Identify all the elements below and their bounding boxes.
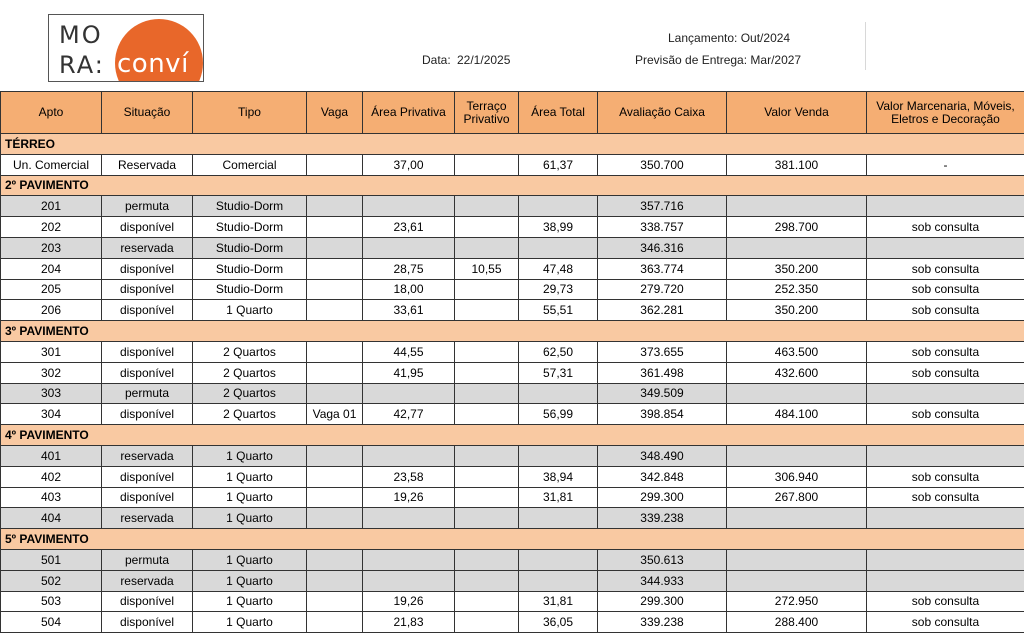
col-terraco-privativo-cell	[455, 300, 519, 321]
col-valor-venda-cell: 381.100	[727, 154, 867, 175]
col-area-total-cell: 61,37	[519, 154, 598, 175]
col-valor-venda-cell: 350.200	[727, 300, 867, 321]
col-valor-marcenaria-cell: sob consulta	[867, 466, 1024, 487]
col-vaga-cell	[307, 445, 363, 466]
col-tipo-cell: 1 Quarto	[193, 570, 307, 591]
col-vaga-cell	[307, 487, 363, 508]
col-valor-marcenaria-cell: sob consulta	[867, 341, 1024, 362]
col-terraco-privativo-cell	[455, 383, 519, 404]
sheet-header	[0, 0, 1024, 91]
col-valor-marcenaria-cell: sob consulta	[867, 258, 1024, 279]
col-area-total-header: Área Total	[519, 92, 598, 134]
table-row	[1, 570, 1024, 591]
col-situacao-cell: permuta	[102, 549, 193, 570]
col-situacao-cell: disponível	[102, 258, 193, 279]
col-apto-cell: 202	[1, 217, 102, 238]
col-situacao-cell: disponível	[102, 279, 193, 300]
table-row	[1, 362, 1024, 383]
floor-section-row	[1, 321, 1024, 342]
table-row	[1, 466, 1024, 487]
col-valor-marcenaria-cell: sob consulta	[867, 279, 1024, 300]
col-situacao-cell: disponível	[102, 341, 193, 362]
col-apto-cell: 301	[1, 341, 102, 362]
col-situacao-header: Situação	[102, 92, 193, 134]
floor-section-row	[1, 425, 1024, 446]
col-valor-venda-cell: 252.350	[727, 279, 867, 300]
col-apto-cell: 302	[1, 362, 102, 383]
col-terraco-privativo-cell	[455, 508, 519, 529]
col-avaliacao-caixa-cell: 373.655	[598, 341, 727, 362]
brand-logo	[48, 14, 204, 82]
col-vaga-cell: Vaga 01	[307, 404, 363, 425]
col-terraco-privativo-cell: 10,55	[455, 258, 519, 279]
col-situacao-cell: disponível	[102, 404, 193, 425]
col-valor-venda-cell: 306.940	[727, 466, 867, 487]
col-vaga-header: Vaga	[307, 92, 363, 134]
col-vaga-cell	[307, 508, 363, 529]
col-area-privativa-cell: 28,75	[363, 258, 455, 279]
col-tipo-cell: Studio-Dorm	[193, 196, 307, 217]
col-vaga-cell	[307, 217, 363, 238]
col-terraco-privativo-cell	[455, 549, 519, 570]
col-tipo-cell: 1 Quarto	[193, 445, 307, 466]
col-vaga-cell	[307, 154, 363, 175]
floor-section-row	[1, 529, 1024, 550]
col-terraco-privativo-cell	[455, 279, 519, 300]
col-valor-marcenaria-cell	[867, 383, 1024, 404]
col-situacao-cell: reservada	[102, 508, 193, 529]
col-situacao-cell: disponível	[102, 591, 193, 612]
col-area-privativa-cell: 21,83	[363, 612, 455, 633]
table-row	[1, 154, 1024, 175]
table-row	[1, 237, 1024, 258]
col-area-total-cell	[519, 508, 598, 529]
col-avaliacao-caixa-cell: 398.854	[598, 404, 727, 425]
col-apto-cell: 403	[1, 487, 102, 508]
col-tipo-cell: 1 Quarto	[193, 612, 307, 633]
col-apto-cell: 502	[1, 570, 102, 591]
col-valor-venda-cell	[727, 196, 867, 217]
col-tipo-cell: 2 Quartos	[193, 362, 307, 383]
col-area-total-cell: 56,99	[519, 404, 598, 425]
col-terraco-privativo-cell	[455, 154, 519, 175]
col-apto-cell: 504	[1, 612, 102, 633]
col-situacao-cell: permuta	[102, 196, 193, 217]
col-area-privativa-cell: 23,58	[363, 466, 455, 487]
col-area-total-cell	[519, 383, 598, 404]
floor-section-row	[1, 134, 1024, 155]
table-row	[1, 300, 1024, 321]
col-area-total-cell: 55,51	[519, 300, 598, 321]
col-situacao-cell: disponível	[102, 612, 193, 633]
col-valor-venda-cell: 288.400	[727, 612, 867, 633]
col-area-privativa-cell: 23,61	[363, 217, 455, 238]
table-row	[1, 217, 1024, 238]
table-row	[1, 258, 1024, 279]
col-area-privativa-cell: 42,77	[363, 404, 455, 425]
table-row	[1, 279, 1024, 300]
col-apto-cell: 503	[1, 591, 102, 612]
col-area-total-cell: 31,81	[519, 591, 598, 612]
col-area-total-cell	[519, 237, 598, 258]
col-apto-cell: 304	[1, 404, 102, 425]
col-avaliacao-caixa-cell: 342.848	[598, 466, 727, 487]
col-tipo-header: Tipo	[193, 92, 307, 134]
col-valor-marcenaria-cell: -	[867, 154, 1024, 175]
col-vaga-cell	[307, 591, 363, 612]
col-area-total-cell: 62,50	[519, 341, 598, 362]
col-valor-venda-cell	[727, 508, 867, 529]
col-vaga-cell	[307, 383, 363, 404]
col-valor-marcenaria-cell	[867, 549, 1024, 570]
col-terraco-privativo-cell	[455, 466, 519, 487]
table-row	[1, 404, 1024, 425]
col-valor-marcenaria-cell: sob consulta	[867, 612, 1024, 633]
col-area-total-cell	[519, 549, 598, 570]
col-area-total-cell	[519, 570, 598, 591]
col-valor-venda-cell: 432.600	[727, 362, 867, 383]
col-situacao-cell: disponível	[102, 487, 193, 508]
col-avaliacao-caixa-cell: 344.933	[598, 570, 727, 591]
col-area-total-cell: 29,73	[519, 279, 598, 300]
col-situacao-cell: Reservada	[102, 154, 193, 175]
col-tipo-cell: 1 Quarto	[193, 508, 307, 529]
table-row	[1, 508, 1024, 529]
floor-section-row	[1, 175, 1024, 196]
col-valor-venda-cell	[727, 237, 867, 258]
col-valor-venda-cell	[727, 549, 867, 570]
col-terraco-privativo-cell	[455, 196, 519, 217]
col-vaga-cell	[307, 279, 363, 300]
col-terraco-privativo-header: Terraço Privativo	[455, 92, 519, 134]
col-valor-venda-header: Valor Venda	[727, 92, 867, 134]
col-area-privativa-cell	[363, 383, 455, 404]
date-label: Data:	[422, 53, 451, 67]
col-vaga-cell	[307, 300, 363, 321]
col-area-total-cell: 47,48	[519, 258, 598, 279]
table-row	[1, 487, 1024, 508]
col-tipo-cell: 1 Quarto	[193, 591, 307, 612]
col-area-total-cell	[519, 196, 598, 217]
col-valor-marcenaria-cell	[867, 445, 1024, 466]
col-terraco-privativo-cell	[455, 362, 519, 383]
col-tipo-cell: 2 Quartos	[193, 341, 307, 362]
logo-text-ra: RA:	[59, 51, 105, 79]
col-valor-marcenaria-cell: sob consulta	[867, 362, 1024, 383]
col-vaga-cell	[307, 341, 363, 362]
table-row	[1, 549, 1024, 570]
table-row	[1, 591, 1024, 612]
col-situacao-cell: disponível	[102, 300, 193, 321]
floor-section-title: 4º PAVIMENTO	[1, 425, 1024, 446]
launch-date: Lançamento: Out/2024	[668, 31, 791, 45]
col-terraco-privativo-cell	[455, 487, 519, 508]
col-vaga-cell	[307, 362, 363, 383]
units-table	[0, 91, 1024, 633]
col-tipo-cell: Studio-Dorm	[193, 279, 307, 300]
col-tipo-cell: 2 Quartos	[193, 404, 307, 425]
col-tipo-cell: 1 Quarto	[193, 487, 307, 508]
col-area-total-cell: 57,31	[519, 362, 598, 383]
col-area-privativa-cell	[363, 445, 455, 466]
col-valor-marcenaria-cell: sob consulta	[867, 591, 1024, 612]
col-valor-marcenaria-cell: sob consulta	[867, 404, 1024, 425]
col-tipo-cell: 1 Quarto	[193, 466, 307, 487]
col-valor-marcenaria-cell: sob consulta	[867, 217, 1024, 238]
col-valor-venda-cell: 298.700	[727, 217, 867, 238]
col-tipo-cell: Studio-Dorm	[193, 258, 307, 279]
col-terraco-privativo-cell	[455, 237, 519, 258]
col-area-privativa-cell	[363, 508, 455, 529]
col-valor-marcenaria-header: Valor Marcenaria, Móveis, Eletros e Decoração	[867, 92, 1024, 134]
table-row	[1, 612, 1024, 633]
col-tipo-cell: 1 Quarto	[193, 549, 307, 570]
col-area-privativa-cell: 44,55	[363, 341, 455, 362]
col-vaga-cell	[307, 196, 363, 217]
col-avaliacao-caixa-cell: 338.757	[598, 217, 727, 238]
col-area-total-cell: 36,05	[519, 612, 598, 633]
col-area-privativa-header: Área Privativa	[363, 92, 455, 134]
col-apto-cell: 404	[1, 508, 102, 529]
col-area-privativa-cell: 18,00	[363, 279, 455, 300]
col-terraco-privativo-cell	[455, 570, 519, 591]
col-terraco-privativo-cell	[455, 341, 519, 362]
col-apto-header: Apto	[1, 92, 102, 134]
col-avaliacao-caixa-cell: 349.509	[598, 383, 727, 404]
col-area-privativa-cell	[363, 196, 455, 217]
col-valor-marcenaria-cell: sob consulta	[867, 487, 1024, 508]
col-area-total-cell: 38,94	[519, 466, 598, 487]
col-valor-venda-cell	[727, 570, 867, 591]
col-area-privativa-cell	[363, 570, 455, 591]
col-situacao-cell: reservada	[102, 445, 193, 466]
col-apto-cell: 402	[1, 466, 102, 487]
col-apto-cell: Un. Comercial	[1, 154, 102, 175]
col-tipo-cell: Comercial	[193, 154, 307, 175]
col-area-privativa-cell	[363, 549, 455, 570]
col-terraco-privativo-cell	[455, 445, 519, 466]
col-avaliacao-caixa-cell: 348.490	[598, 445, 727, 466]
col-vaga-cell	[307, 570, 363, 591]
col-situacao-cell: disponível	[102, 362, 193, 383]
logo-text-brand: conví	[117, 49, 189, 79]
col-area-privativa-cell: 41,95	[363, 362, 455, 383]
col-situacao-cell: disponível	[102, 217, 193, 238]
table-row	[1, 196, 1024, 217]
col-apto-cell: 401	[1, 445, 102, 466]
col-tipo-cell: Studio-Dorm	[193, 237, 307, 258]
col-apto-cell: 204	[1, 258, 102, 279]
col-avaliacao-caixa-cell: 346.316	[598, 237, 727, 258]
col-valor-venda-cell: 272.950	[727, 591, 867, 612]
table-header-row	[1, 92, 1024, 134]
col-area-privativa-cell: 19,26	[363, 487, 455, 508]
floor-section-title: 5º PAVIMENTO	[1, 529, 1024, 550]
col-situacao-cell: reservada	[102, 570, 193, 591]
logo-text-mo: MO	[59, 21, 103, 49]
col-vaga-cell	[307, 258, 363, 279]
floor-section-title: 3º PAVIMENTO	[1, 321, 1024, 342]
table-row	[1, 383, 1024, 404]
col-valor-venda-cell	[727, 445, 867, 466]
col-valor-marcenaria-cell	[867, 508, 1024, 529]
col-apto-cell: 201	[1, 196, 102, 217]
col-area-privativa-cell: 37,00	[363, 154, 455, 175]
col-avaliacao-caixa-cell: 299.300	[598, 487, 727, 508]
col-tipo-cell: 1 Quarto	[193, 300, 307, 321]
col-avaliacao-caixa-cell: 361.498	[598, 362, 727, 383]
col-avaliacao-caixa-cell: 339.238	[598, 508, 727, 529]
col-valor-marcenaria-cell	[867, 570, 1024, 591]
col-valor-venda-cell: 484.100	[727, 404, 867, 425]
col-area-privativa-cell	[363, 237, 455, 258]
col-vaga-cell	[307, 466, 363, 487]
header-divider	[865, 22, 866, 70]
floor-section-title: 2º PAVIMENTO	[1, 175, 1024, 196]
col-area-total-cell: 31,81	[519, 487, 598, 508]
col-valor-marcenaria-cell	[867, 196, 1024, 217]
col-situacao-cell: permuta	[102, 383, 193, 404]
col-area-total-cell: 38,99	[519, 217, 598, 238]
col-avaliacao-caixa-cell: 279.720	[598, 279, 727, 300]
date-value: 22/1/2025	[457, 53, 511, 67]
col-area-privativa-cell: 33,61	[363, 300, 455, 321]
col-tipo-cell: Studio-Dorm	[193, 217, 307, 238]
col-vaga-cell	[307, 549, 363, 570]
col-avaliacao-caixa-header: Avaliação Caixa	[598, 92, 727, 134]
col-situacao-cell: disponível	[102, 466, 193, 487]
col-valor-venda-cell: 267.800	[727, 487, 867, 508]
col-area-privativa-cell: 19,26	[363, 591, 455, 612]
col-valor-venda-cell: 350.200	[727, 258, 867, 279]
col-avaliacao-caixa-cell: 363.774	[598, 258, 727, 279]
col-valor-venda-cell	[727, 383, 867, 404]
col-vaga-cell	[307, 237, 363, 258]
col-avaliacao-caixa-cell: 299.300	[598, 591, 727, 612]
col-apto-cell: 303	[1, 383, 102, 404]
col-terraco-privativo-cell	[455, 217, 519, 238]
col-apto-cell: 501	[1, 549, 102, 570]
floor-section-title: TÉRREO	[1, 134, 1024, 155]
table-row	[1, 445, 1024, 466]
col-avaliacao-caixa-cell: 362.281	[598, 300, 727, 321]
col-apto-cell: 203	[1, 237, 102, 258]
col-avaliacao-caixa-cell: 350.613	[598, 549, 727, 570]
table-row	[1, 341, 1024, 362]
delivery-forecast: Previsão de Entrega: Mar/2027	[635, 53, 802, 67]
col-terraco-privativo-cell	[455, 612, 519, 633]
col-area-total-cell	[519, 445, 598, 466]
col-avaliacao-caixa-cell: 339.238	[598, 612, 727, 633]
col-terraco-privativo-cell	[455, 591, 519, 612]
col-valor-venda-cell: 463.500	[727, 341, 867, 362]
col-tipo-cell: 2 Quartos	[193, 383, 307, 404]
col-valor-marcenaria-cell	[867, 237, 1024, 258]
col-situacao-cell: reservada	[102, 237, 193, 258]
col-valor-marcenaria-cell: sob consulta	[867, 300, 1024, 321]
col-terraco-privativo-cell	[455, 404, 519, 425]
col-avaliacao-caixa-cell: 357.716	[598, 196, 727, 217]
col-apto-cell: 206	[1, 300, 102, 321]
col-vaga-cell	[307, 612, 363, 633]
col-apto-cell: 205	[1, 279, 102, 300]
col-avaliacao-caixa-cell: 350.700	[598, 154, 727, 175]
